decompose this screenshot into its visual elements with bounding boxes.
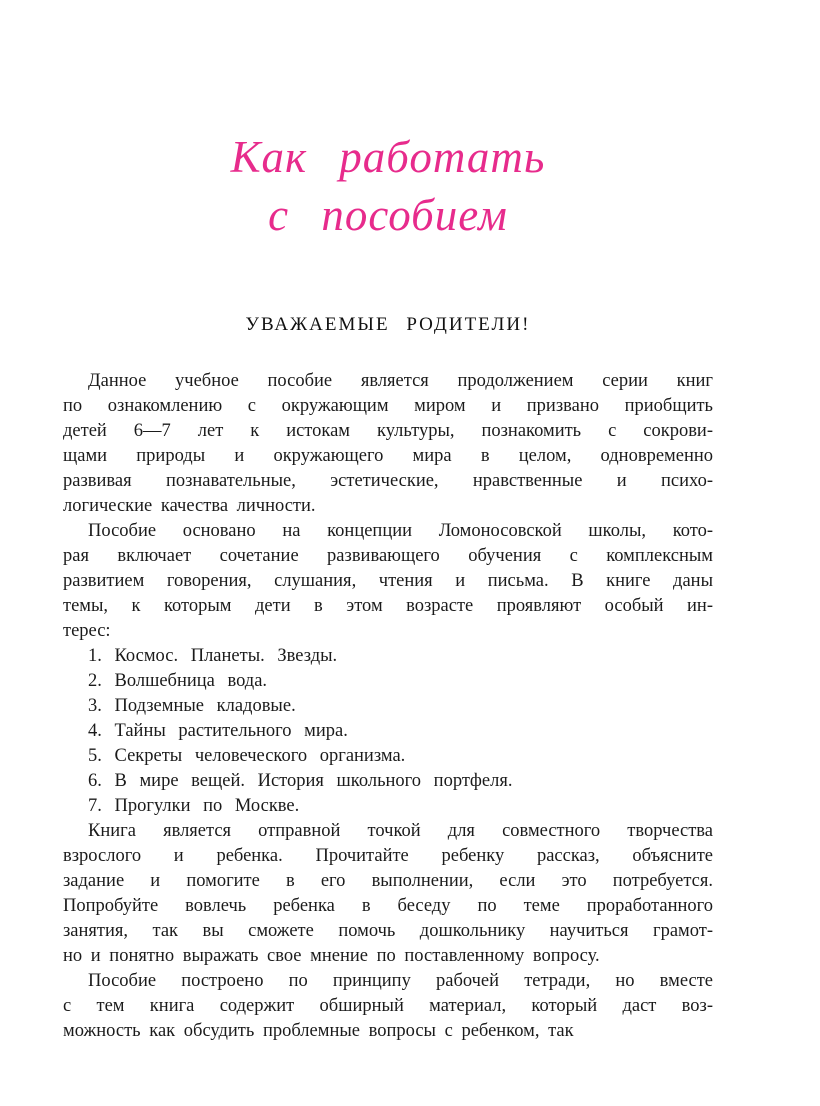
paragraph bbox=[63, 369, 713, 519]
text-line: Попробуйте вовлечь ребенка в беседу по теме проработанного bbox=[63, 896, 713, 916]
text-line: щами природы и окружающего мира в целом, одновременно bbox=[63, 446, 713, 466]
chapter-title-line-2: с пособием bbox=[268, 190, 508, 240]
text-line: но и понятно выражать свое мнение по поставленному вопросу. bbox=[63, 946, 600, 966]
text-line: логические качества личности. bbox=[63, 496, 316, 516]
list-item: 6. В мире вещей. История школьного портфеля. bbox=[88, 771, 513, 791]
chapter-title bbox=[63, 128, 713, 244]
text-line: темы, к которым дети в этом возрасте проявляют особый ин- bbox=[63, 596, 713, 616]
text-line: с тем книга содержит обширный материал, который даст воз- bbox=[63, 996, 713, 1016]
text-line: Пособие построено по принципу рабочей тетради, но вместе bbox=[88, 971, 713, 991]
list-item: 4. Тайны растительного мира. bbox=[88, 721, 348, 741]
text-line: детей 6—7 лет к истокам культуры, познакомить с сокрови- bbox=[63, 421, 713, 441]
text-line: занятия, так вы сможете помочь дошкольнику научиться грамот- bbox=[63, 921, 713, 941]
list-item: 5. Секреты человеческого организма. bbox=[88, 746, 406, 766]
chapter-title-line-1: Как работать bbox=[230, 132, 546, 182]
paragraph bbox=[63, 819, 713, 969]
text-line: развивая познавательные, эстетические, нравственные и психо- bbox=[63, 471, 713, 491]
list-item: 3. Подземные кладовые. bbox=[88, 696, 296, 716]
text-line: Пособие основано на концепции Ломоносовской школы, кото- bbox=[88, 521, 713, 541]
paragraph bbox=[63, 969, 713, 1044]
section-heading: УВАЖАЕМЫЕ РОДИТЕЛИ! bbox=[245, 314, 531, 335]
text-line: рая включает сочетание развивающего обучения с комплексным bbox=[63, 546, 713, 566]
text-line: взрослого и ребенка. Прочитайте ребенку рассказ, объясните bbox=[63, 846, 713, 866]
list-item: 1. Космос. Планеты. Звезды. bbox=[88, 646, 338, 666]
list-item: 7. Прогулки по Москве. bbox=[88, 796, 300, 816]
text-line: можность как обсудить проблемные вопросы с ребенком, так bbox=[63, 1021, 574, 1041]
numbered-list bbox=[63, 644, 713, 819]
text-line: задание и помогите в его выполнении, если это потребуется. bbox=[63, 871, 713, 891]
text-line: развитием говорения, слушания, чтения и письма. В книге даны bbox=[63, 571, 713, 591]
text-line: Данное учебное пособие является продолжением серии книг bbox=[88, 371, 713, 391]
text-line: терес: bbox=[63, 621, 111, 641]
text-line: по ознакомлению с окружающим миром и призвано приобщить bbox=[63, 396, 713, 416]
text-line: Книга является отправной точкой для совместного творчества bbox=[88, 821, 713, 841]
list-item: 2. Волшебница вода. bbox=[88, 671, 268, 691]
page-content bbox=[63, 369, 713, 1044]
paragraph bbox=[63, 519, 713, 644]
